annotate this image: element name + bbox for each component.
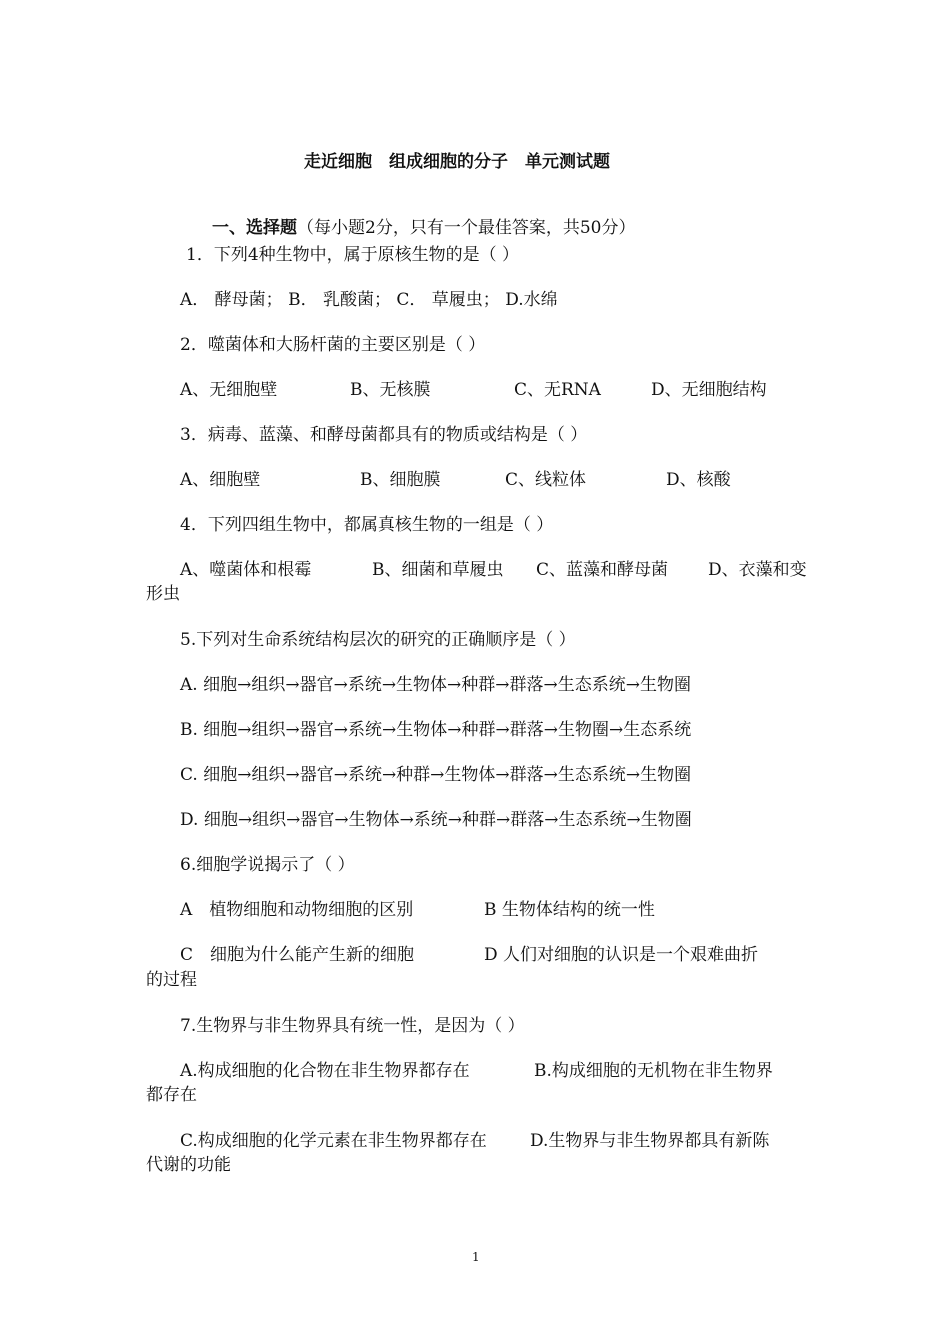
question-6-wrap: 的过程 xyxy=(146,970,197,990)
question-2-option-b: B、无核膜 xyxy=(350,380,431,400)
question-3-option-c: C、线粒体 xyxy=(505,470,587,490)
question-3-option-d: D、核酸 xyxy=(666,470,731,490)
question-5-stem: 5.下列对生命系统结构层次的研究的正确顺序是（ ） xyxy=(180,630,576,650)
question-3-option-a: A、细胞壁 xyxy=(180,470,261,490)
page-number: 1 xyxy=(472,1250,480,1264)
question-7-wrap-2: 代谢的功能 xyxy=(146,1155,231,1175)
question-2-option-d: D、无细胞结构 xyxy=(651,380,767,400)
question-4-option-a: A、噬菌体和根霉 xyxy=(180,560,312,580)
document-title: 走近细胞 组成细胞的分子 单元测试题 xyxy=(304,152,610,172)
question-7-option-c: C.构成细胞的化学元素在非生物界都存在 xyxy=(180,1131,487,1151)
question-1-options: A． 酵母菌； B． 乳酸菌； C． 草履虫； D.水绵 xyxy=(180,290,558,310)
question-6-stem: 6.细胞学说揭示了（ ） xyxy=(180,855,355,875)
question-1-stem: 1．下列4种生物中，属于原核生物的是（ ） xyxy=(186,245,520,265)
question-6-option-a: A 植物细胞和动物细胞的区别 xyxy=(180,900,414,920)
question-7-wrap-1: 都存在 xyxy=(146,1085,197,1105)
question-3-stem: 3．病毒、蓝藻、和酵母菌都具有的物质或结构是（ ） xyxy=(180,425,588,445)
question-6-option-c: C 细胞为什么能产生新的细胞 xyxy=(180,945,415,965)
section-heading: 一、选择题 xyxy=(212,218,297,238)
question-5-option-a: A. 细胞→组织→器官→系统→生物体→种群→群落→生态系统→生物圈 xyxy=(180,675,692,695)
question-7-option-b: B.构成细胞的无机物在非生物界 xyxy=(534,1061,773,1081)
question-5-option-d: D. 细胞→组织→器官→生物体→系统→种群→群落→生态系统→生物圈 xyxy=(180,810,692,830)
section-note: （每小题2分，只有一个最佳答案，共50分） xyxy=(297,218,636,238)
question-7-stem: 7.生物界与非生物界具有统一性，是因为（ ） xyxy=(180,1016,525,1036)
question-4-option-b: B、细菌和草履虫 xyxy=(372,560,504,580)
question-7-option-a: A.构成细胞的化合物在非生物界都存在 xyxy=(180,1061,470,1081)
question-2-option-a: A、无细胞壁 xyxy=(180,380,278,400)
question-4-stem: 4．下列四组生物中，都属真核生物的一组是（ ） xyxy=(180,515,554,535)
question-6-option-b: B 生物体结构的统一性 xyxy=(484,900,655,920)
question-7-option-d: D.生物界与非生物界都具有新陈 xyxy=(530,1131,770,1151)
question-6-option-d: D 人们对细胞的认识是一个艰难曲折 xyxy=(484,945,759,965)
question-5-option-b: B. 细胞→组织→器官→系统→生物体→种群→群落→生物圈→生态系统 xyxy=(180,720,692,740)
question-4-option-d: D、衣藻和变 xyxy=(708,560,807,580)
question-4-option-c: C、蓝藻和酵母菌 xyxy=(536,560,669,580)
question-5-option-c: C. 细胞→组织→器官→系统→种群→生物体→群落→生态系统→生物圈 xyxy=(180,765,692,785)
question-2-stem: 2．噬菌体和大肠杆菌的主要区别是（ ） xyxy=(180,335,486,355)
section-header xyxy=(212,216,635,240)
question-3-option-b: B、细胞膜 xyxy=(360,470,441,490)
question-2-option-c: C、无RNA xyxy=(514,380,601,400)
question-4-wrap: 形虫 xyxy=(146,584,180,604)
